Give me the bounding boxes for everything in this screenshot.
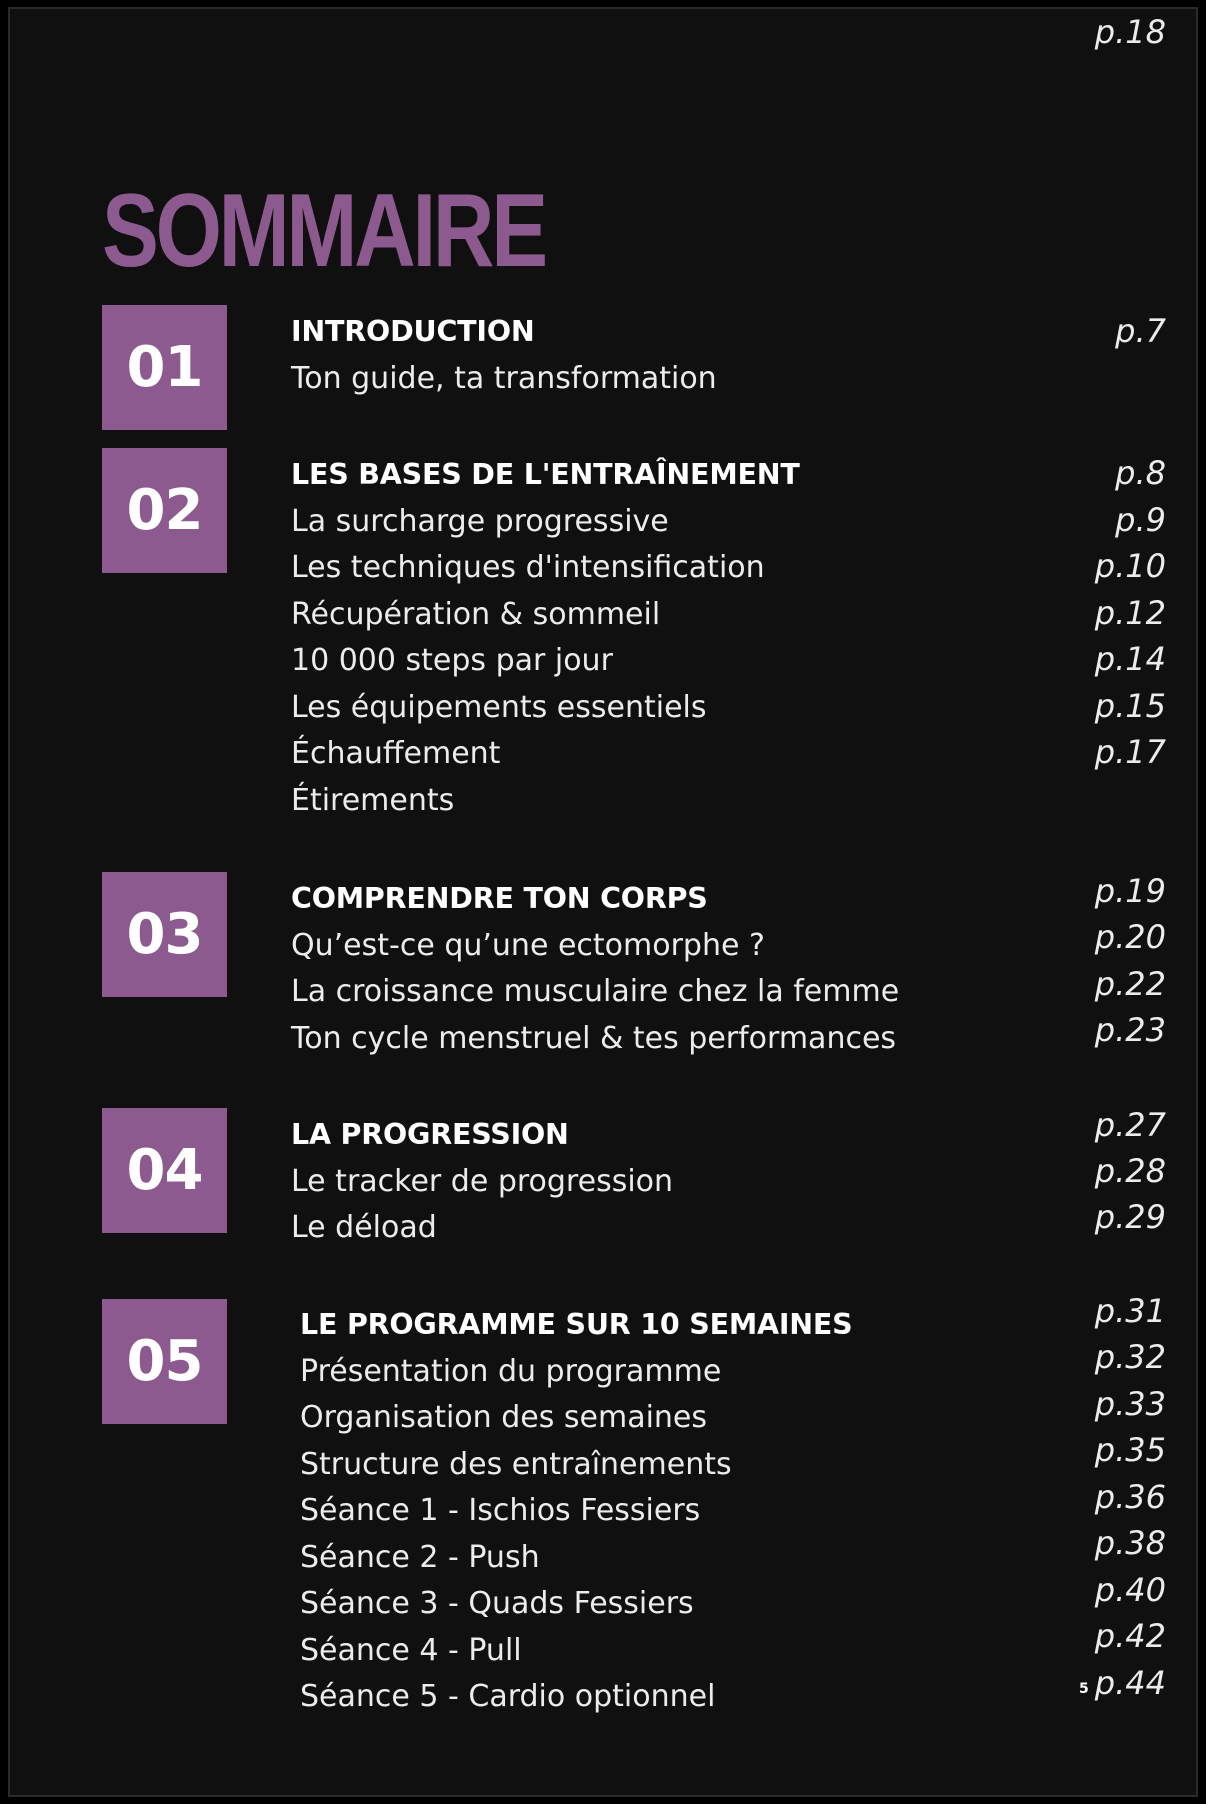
section-heading-page: p.19 xyxy=(1094,872,1166,910)
toc-entry-page: p.9 xyxy=(1115,501,1166,539)
toc-entry-label[interactable]: Séance 4 - Pull xyxy=(300,1632,522,1668)
toc-entry-label[interactable]: 10 000 steps par jour xyxy=(291,643,613,678)
toc-entry-label[interactable]: Le déload xyxy=(291,1210,437,1245)
section-heading-page: p.31 xyxy=(1094,1292,1166,1330)
page-folio: 5 xyxy=(1079,1681,1089,1697)
toc-entry-label[interactable]: Récupération & sommeil xyxy=(291,596,661,632)
toc-entry-page: p.10 xyxy=(1094,547,1166,585)
toc-entry-page: p.35 xyxy=(1094,1431,1166,1469)
section-heading-page: p.27 xyxy=(1094,1106,1166,1144)
section-heading[interactable]: LA PROGRESSION xyxy=(291,1118,569,1151)
toc-entry-page: p.29 xyxy=(1094,1198,1166,1236)
toc-entry-label[interactable]: Organisation des semaines xyxy=(300,1400,708,1435)
toc-entry-label[interactable]: Séance 2 - Push xyxy=(300,1539,540,1575)
toc-entry-page: p.22 xyxy=(1094,965,1166,1003)
section-number-badge: 04 xyxy=(102,1108,227,1233)
section-heading-page: p.8 xyxy=(1115,454,1166,492)
toc-entry-label[interactable]: Séance 5 - Cardio optionnel xyxy=(300,1679,716,1714)
section-number-badge: 05 xyxy=(102,1299,227,1424)
toc-entry-page: p.33 xyxy=(1094,1385,1166,1423)
toc-entry-label[interactable]: Structure des entraînements xyxy=(300,1446,732,1482)
toc-entry-label[interactable]: Séance 1 - Ischios Fessiers xyxy=(300,1493,701,1528)
toc-entry-page: p.40 xyxy=(1094,1571,1166,1609)
section-heading[interactable]: INTRODUCTION xyxy=(291,315,535,348)
toc-entry-page: p.23 xyxy=(1094,1011,1166,1049)
toc-entry-page: p.28 xyxy=(1094,1152,1166,1190)
toc-page xyxy=(8,7,1198,1797)
section-number-badge: 01 xyxy=(102,305,227,430)
toc-entry-label[interactable]: Séance 3 - Quads Fessiers xyxy=(300,1586,694,1621)
toc-entry-label[interactable]: Présentation du programme xyxy=(300,1353,722,1389)
section-number-badge: 03 xyxy=(102,872,227,997)
toc-entry-label[interactable]: Le tracker de progression xyxy=(291,1163,674,1199)
toc-entry-page: p.42 xyxy=(1094,1617,1166,1655)
toc-entry-page: p.38 xyxy=(1094,1524,1166,1562)
toc-entry-page: p.36 xyxy=(1094,1478,1166,1516)
page-title: SOMMAIRE xyxy=(102,173,545,289)
toc-entry-label[interactable]: Les équipements essentiels xyxy=(291,689,707,725)
toc-entry-page: p.32 xyxy=(1094,1338,1166,1376)
toc-entry-page: p.12 xyxy=(1094,594,1166,632)
toc-entry-label[interactable]: Échauffement xyxy=(291,736,501,771)
toc-entry-page: p.14 xyxy=(1094,640,1166,678)
toc-entry-label[interactable]: Qu’est-ce qu’une ectomorphe ? xyxy=(291,927,765,963)
section-heading[interactable]: COMPRENDRE TON CORPS xyxy=(291,882,708,915)
toc-entry-label[interactable]: Les techniques d'intensification xyxy=(291,550,765,585)
toc-entry-label[interactable]: Ton guide, ta transformation xyxy=(291,360,717,396)
toc-entry-page: p.18 xyxy=(1094,13,1166,51)
toc-entry-page: p.20 xyxy=(1094,918,1166,956)
section-heading[interactable]: LE PROGRAMME SUR 10 SEMAINES xyxy=(300,1308,853,1341)
toc-entry-page: p.17 xyxy=(1094,733,1166,771)
toc-entry-page: p.44 xyxy=(1094,1664,1166,1702)
toc-entry-label[interactable]: Étirements xyxy=(291,782,455,818)
toc-entry-label[interactable]: La croissance musculaire chez la femme xyxy=(291,974,900,1009)
section-heading-page: p.7 xyxy=(1115,312,1166,350)
section-number-badge: 02 xyxy=(102,448,227,573)
section-heading[interactable]: LES BASES DE L'ENTRAÎNEMENT xyxy=(291,458,800,491)
toc-entry-page: p.15 xyxy=(1094,687,1166,725)
toc-entry-label[interactable]: La surcharge progressive xyxy=(291,503,669,539)
toc-entry-label[interactable]: Ton cycle menstruel & tes performances xyxy=(291,1020,897,1056)
